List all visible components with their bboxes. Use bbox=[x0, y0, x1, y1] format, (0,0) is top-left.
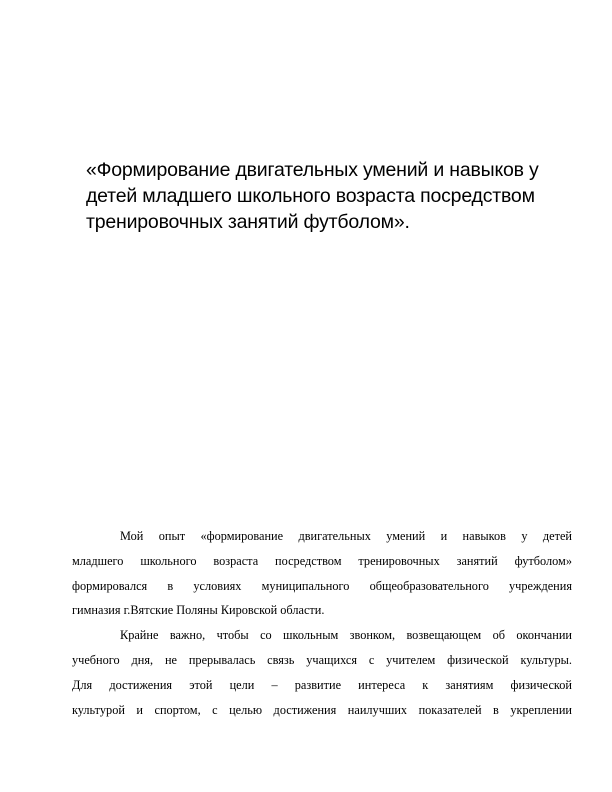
paragraph-1-line-3: формировался в условиях муниципального общеобразовательного учреждения bbox=[72, 578, 572, 593]
paragraph-2-line-1: Крайне важно, чтобы со школьным звонком, возвещающем об окончании bbox=[120, 628, 572, 643]
title-line: тренировочных занятий футболом». bbox=[86, 211, 410, 233]
paragraph-2-line-2: учебного дня, не прерывалась связь учащихся с учителем физической культуры. bbox=[72, 652, 572, 667]
paragraph-1-line-2: младшего школьного возраста посредством тренировочных занятий футболом» bbox=[72, 553, 572, 568]
title-line: «Формирование двигательных умений и навыков у bbox=[86, 159, 539, 181]
paragraph-1-line-1: Мой опыт «формирование двигательных умений и навыков у детей bbox=[120, 529, 572, 543]
paragraph-2-line-3: Для достижения этой цели – развитие интереса к занятиям физической bbox=[72, 677, 572, 692]
paragraph-2-line-4: культурой и спортом, с целью достижения наилучших показателей в укреплении bbox=[72, 702, 572, 717]
document-title bbox=[86, 157, 586, 235]
title-line: детей младшего школьного возраста посредством bbox=[86, 185, 535, 207]
document-body bbox=[72, 524, 572, 722]
paragraph-1-line-4: гимназия г.Вятские Поляны Кировской области. bbox=[72, 603, 325, 618]
